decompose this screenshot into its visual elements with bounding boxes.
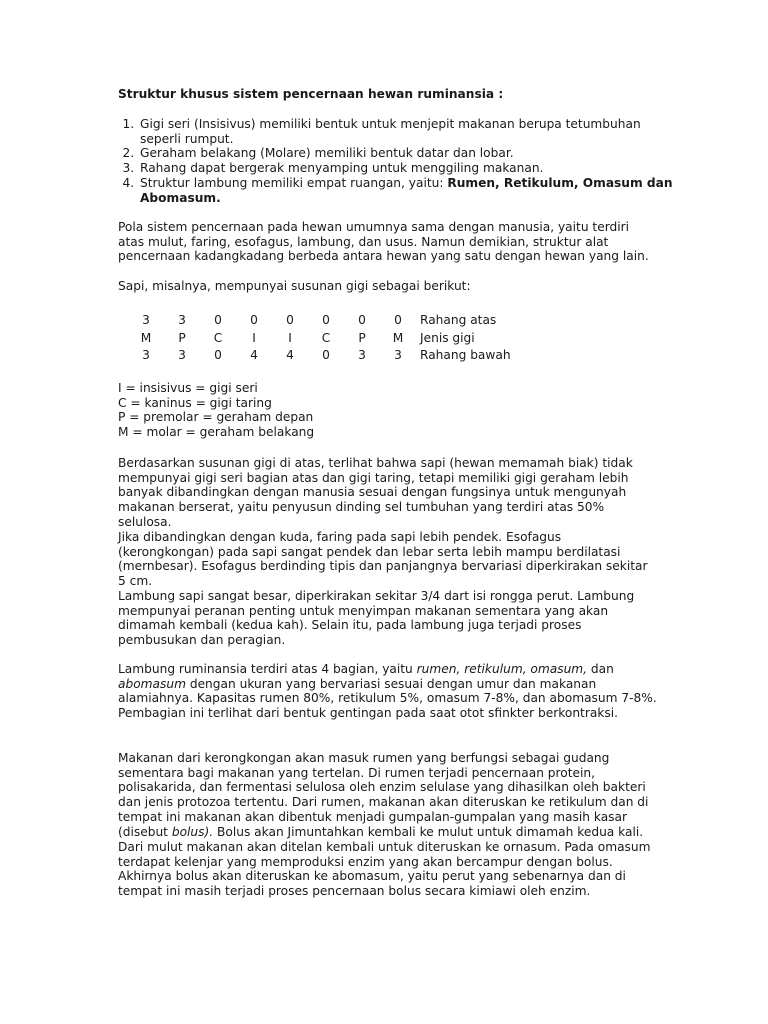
dental-cell: 0 [358, 313, 366, 328]
dental-cell: I [288, 330, 292, 345]
paragraph-esophagus: Jika dibandingkan dengan kuda, faring pada sapi lebih pendek. Esofagus (kerongkongan) pada sapi sangat pendek dan lebar serta lebih mampu berdilatasi (mernbesar). Esofagus berdinding tipis dan panjangnya bervariasi diperkirakan sekitar 5 cm. [118, 530, 648, 589]
feature-item-3: 3. Rahang dapat bergerak menyamping untuk menggiling makanan. [138, 161, 678, 176]
dental-cell: 3 [142, 313, 150, 328]
dental-row-lower-jaw [128, 347, 540, 365]
dental-row-label: Jenis gigi [420, 330, 475, 345]
dental-cell: C [213, 330, 223, 345]
tooth-legend [118, 381, 658, 440]
paragraph-cow-teeth: Berdasarkan susunan gigi di atas, terlihat bahwa sapi (hewan memamah biak) tidak mempunyai gigi seri bagian atas dan gigi taring, tetapi memiliki gigi geraham lebih banyak dibandingkan dengan manusia sesuai dengan fungsinya untuk mengunyah makanan berserat, yaitu penyusun dinding sel tumbuhan yang terdiri atas 50% selulosa. [118, 456, 633, 529]
feature-item-1: 1. Gigi seri (Insisivus) memiliki bentuk untuk menjepit makanan berupa tetumbuhan seperli rumput. [138, 117, 678, 146]
dental-row-label: Rahang bawah [420, 348, 511, 363]
dental-cell: M [392, 330, 404, 345]
section-title: Struktur khusus sistem pencernaan hewan ruminansia : [118, 87, 504, 101]
dental-cell: 3 [178, 313, 186, 328]
legend-item-incisor: I = insisivus = gigi seri [118, 381, 258, 395]
dental-cell: C [321, 330, 331, 345]
dental-cell: 0 [322, 313, 330, 328]
paragraph-rumen: Makanan dari kerongkongan akan masuk rumen yang berfungsi sebagai gudang sementara bagi makanan yang tertelan. Di rumen terjadi pencernaan protein, polisakarida, dan fermentasi selulosa oleh enzim selulase yang dihasilkan oleh bakteri dan jenis protozoa tertentu. Dari rumen, makanan akan diteruskan ke retikulum dan di tempat ini makanan akan dibentuk menjadi gumpalan-gumpalan yang masih kasar (disebut bolus). Bolus akan Jimuntahkan kembali ke mulut untuk dimamah kedua kali. [118, 751, 649, 839]
feature-list [118, 117, 678, 205]
dental-cell: 3 [394, 348, 402, 363]
dental-cell: 0 [322, 348, 330, 363]
paragraph-stomach-parts: Lambung ruminansia terdiri atas 4 bagian, yaitu rumen, retikulum, omasum, dan abomasum dengan ukuran yang bervariasi sesuai dengan umur dan makanan alamiahnya. Kapasitas rumen 80%, retikulum 5%, omasum 7-8%, dan abomasum 7-8%. Pembagian ini terlihat dari bentuk gentingan pada saat otot sfinkter berkontraksi. [118, 662, 657, 721]
feature-item-4: 4. Struktur lambung memiliki empat ruangan, yaitu: Rumen, Retikulum, Omasum dan Abomasum. [138, 176, 678, 205]
dental-cell: 3 [142, 348, 150, 363]
legend-item-molar: M = molar = geraham belakang [118, 425, 315, 440]
dental-row-upper-jaw [128, 312, 540, 330]
dental-cell: 0 [250, 313, 258, 328]
legend-item-premolar: P = premolar = geraham depan [118, 410, 314, 425]
legend-item-canine: C = kaninus = gigi taring [118, 395, 272, 410]
paragraph-stomach: Lambung sapi sangat besar, diperkirakan sekitar 3/4 dart isi rongga perut. Lambung mempunyai peranan penting untuk menyimpan makanan sementara yang akan dimamah kembali (kedua kah). Selain itu, pada lambung juga terjadi proses pembusukan dan peragian. [118, 589, 635, 648]
dental-row-label: Rahang atas [420, 313, 497, 328]
dental-cell: 4 [286, 348, 294, 363]
paragraph-teeth-intro: Sapi, misalnya, mempunyai susunan gigi sebagai berikut: [118, 279, 471, 293]
dental-row-tooth-type [128, 330, 540, 348]
dental-cell: M [140, 330, 152, 345]
dental-cell: P [358, 330, 366, 345]
dental-cell: 0 [394, 313, 402, 328]
stomach-chambers: Rumen, Retikulum, Omasum dan Abomasum. [140, 175, 673, 205]
dental-cell: I [252, 330, 256, 345]
dental-formula-table [128, 312, 540, 365]
dental-cell: 0 [214, 348, 222, 363]
dental-cell: P [178, 330, 186, 345]
dental-cell: 3 [358, 348, 366, 363]
paragraph-digestive-pattern: Pola sistem pencernaan pada hewan umumnya sama dengan manusia, yaitu terdiri atas mulut, faring, esofagus, lambung, dan usus. Namun demikian, struktur alat pencernaan kadangkadang berbeda antara hewan yang satu dengan hewan yang lain. [118, 220, 649, 264]
paragraph-omasum: Dari mulut makanan akan ditelan kembali untuk diteruskan ke ornasum. Pada omasum terdapat kelenjar yang memproduksi enzim yang akan bercampur dengan bolus. Akhirnya bolus akan diteruskan ke abomasum, yaitu perut yang sebenarnya dan di tempat ini masih terjadi proses pencernaan bolus secara kimiawi oleh enzim. [118, 840, 651, 899]
feature-item-2: 2. Geraham belakang (Molare) memiliki bentuk datar dan lobar. [138, 146, 678, 161]
dental-cell: 4 [250, 348, 258, 363]
dental-cell: 3 [178, 348, 186, 363]
dental-cell: 0 [214, 313, 222, 328]
dental-cell: 0 [286, 313, 294, 328]
